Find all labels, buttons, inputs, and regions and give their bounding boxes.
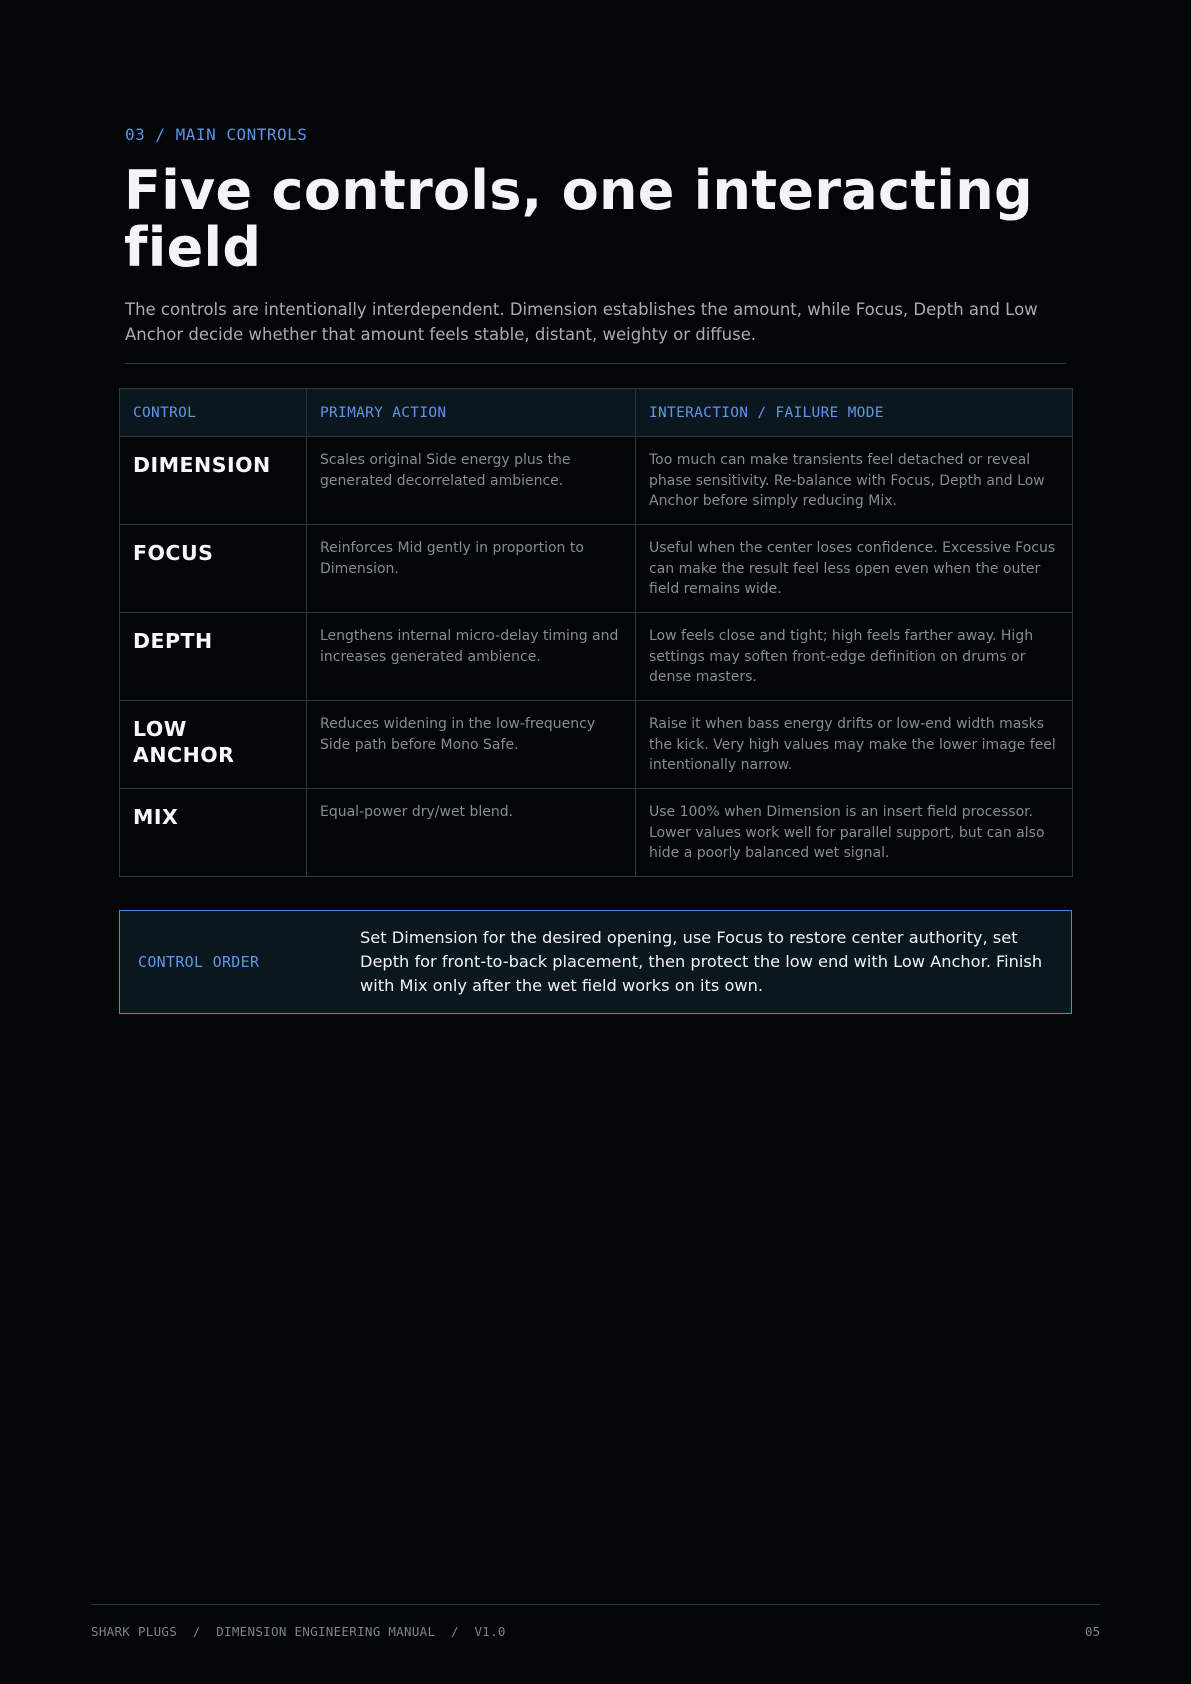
primary-action-text: Scales original Side energy plus the generated decorrelated ambience. — [320, 452, 571, 489]
interaction-cell — [636, 701, 1073, 789]
control-name: LOW ANCHOR — [133, 717, 235, 767]
control-name: DEPTH — [133, 629, 213, 653]
table-row — [120, 789, 1073, 877]
controls-table — [119, 388, 1073, 877]
action-cell — [307, 789, 636, 877]
control-name: DIMENSION — [133, 453, 271, 477]
primary-action-text: Lengthens internal micro-delay timing and increases generated ambience. — [320, 628, 619, 665]
action-cell — [307, 613, 636, 701]
table-header-row — [120, 389, 1073, 437]
callout-label: CONTROL ORDER — [138, 953, 260, 971]
footer-divider — [91, 1604, 1100, 1605]
interaction-text: Use 100% when Dimension is an insert field processor. Lower values work well for parallel support, but can also hide a poorly balanced wet signal. — [649, 804, 1045, 861]
header-interaction: INTERACTION / FAILURE MODE — [636, 389, 1073, 437]
page-title: Five controls, one interacting field — [124, 159, 1033, 279]
table-row — [120, 701, 1073, 789]
interaction-text: Useful when the center loses confidence. Excessive Focus can make the result feel less open even when the outer field remains wide. — [649, 540, 1056, 597]
header-primary-action: PRIMARY ACTION — [307, 389, 636, 437]
interaction-cell — [636, 525, 1073, 613]
control-cell — [120, 701, 307, 789]
eyebrow-label: 03 / MAIN CONTROLS — [125, 125, 308, 144]
primary-action-text: Equal-power dry/wet blend. — [320, 804, 514, 820]
primary-action-text: Reinforces Mid gently in proportion to Dimension. — [320, 540, 584, 577]
section-divider — [125, 363, 1066, 364]
interaction-text: Low feels close and tight; high feels farther away. High settings may soften front-edge definition on drums or dense masters. — [649, 628, 1034, 685]
control-order-callout — [119, 910, 1072, 1014]
control-name: MIX — [133, 805, 179, 829]
table-row — [120, 437, 1073, 525]
interaction-cell — [636, 437, 1073, 525]
callout-text: Set Dimension for the desired opening, use Focus to restore center authority, set Depth for front-to-back placement, then protect the low end with Low Anchor. Finish with Mix only after the wet field works on its own. — [360, 928, 1043, 995]
footer-document-info: SHARK PLUGS / DIMENSION ENGINEERING MANUAL / V1.0 — [91, 1624, 506, 1639]
control-cell — [120, 789, 307, 877]
interaction-text: Raise it when bass energy drifts or low-end width masks the kick. Very high values may make the lower image feel intentionally narrow. — [649, 716, 1056, 773]
control-cell — [120, 525, 307, 613]
action-cell — [307, 437, 636, 525]
header-control: CONTROL — [120, 389, 307, 437]
action-cell — [307, 701, 636, 789]
control-cell — [120, 437, 307, 525]
action-cell — [307, 525, 636, 613]
control-name: FOCUS — [133, 541, 214, 565]
table-row — [120, 525, 1073, 613]
interaction-cell — [636, 789, 1073, 877]
table-row — [120, 613, 1073, 701]
page-number: 05 — [1084, 1624, 1100, 1639]
control-cell — [120, 613, 307, 701]
intro-paragraph: The controls are intentionally interdependent. Dimension establishes the amount, while Focus, Depth and Low Anchor decide whether that amount feels stable, distant, weighty or diffuse. — [125, 300, 1038, 344]
interaction-cell — [636, 613, 1073, 701]
interaction-text: Too much can make transients feel detached or reveal phase sensitivity. Re-balance with Focus, Depth and Low Anchor before simply reducing Mix. — [649, 452, 1045, 509]
primary-action-text: Reduces widening in the low-frequency Side path before Mono Safe. — [320, 716, 596, 753]
